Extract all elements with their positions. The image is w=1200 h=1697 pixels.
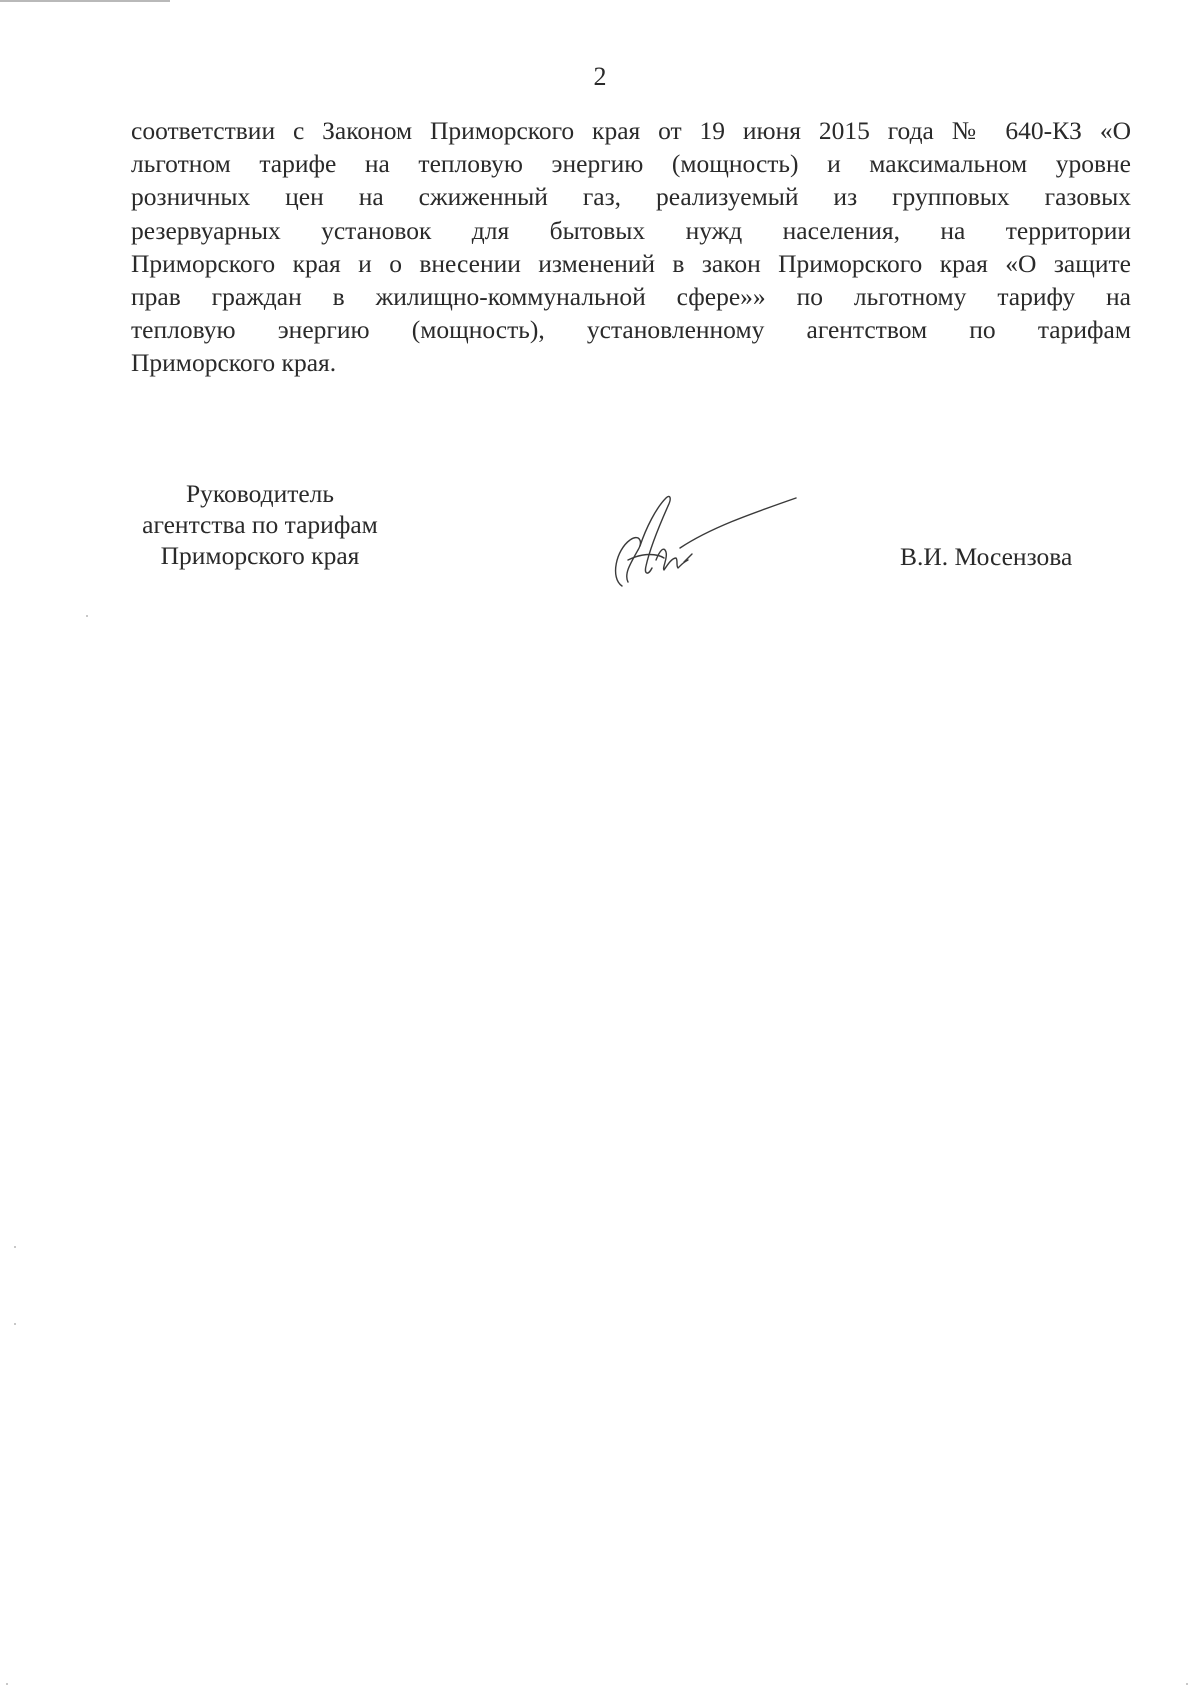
body-line: розничных цен на сжиженный газ, реализуемый из групповых газовых <box>131 182 1131 212</box>
page-number: 2 <box>593 62 607 91</box>
signatory-title <box>100 478 420 571</box>
body-line: соответствии с Законом Приморского края от 19 июня 2015 года № 640-КЗ «О <box>131 116 1131 145</box>
body-line: резервуарных установок для бытовых нужд населения, на территории <box>131 215 1131 245</box>
signatory-title-line: агентства по тарифам <box>142 510 378 539</box>
scan-speck <box>14 1246 16 1248</box>
body-line: Приморского края. <box>131 348 337 378</box>
scan-speck <box>6 1683 8 1685</box>
body-line: льготном тарифе на тепловую энергию (мощность) и максимальном уровне <box>131 149 1131 179</box>
scan-speck <box>86 615 88 617</box>
scan-speck <box>14 1323 16 1325</box>
body-line: Приморского края и о внесении изменений в закон Приморского края «О защите <box>131 248 1131 278</box>
scan-edge-mark <box>0 0 170 2</box>
signatory-name: В.И. Мосензова <box>900 542 1073 571</box>
body-line: тепловую энергию (мощность), установленному агентством по тарифам <box>131 315 1131 345</box>
signatory-title-line: Руководитель <box>185 479 335 508</box>
scan-speck <box>1186 1683 1188 1685</box>
handwritten-signature <box>600 488 800 593</box>
body-paragraph <box>131 114 1131 380</box>
body-line: прав граждан в жилищно-коммунальной сфере»» по льготному тарифу на <box>131 282 1131 312</box>
signatory-title-line: Приморского края <box>160 541 360 570</box>
